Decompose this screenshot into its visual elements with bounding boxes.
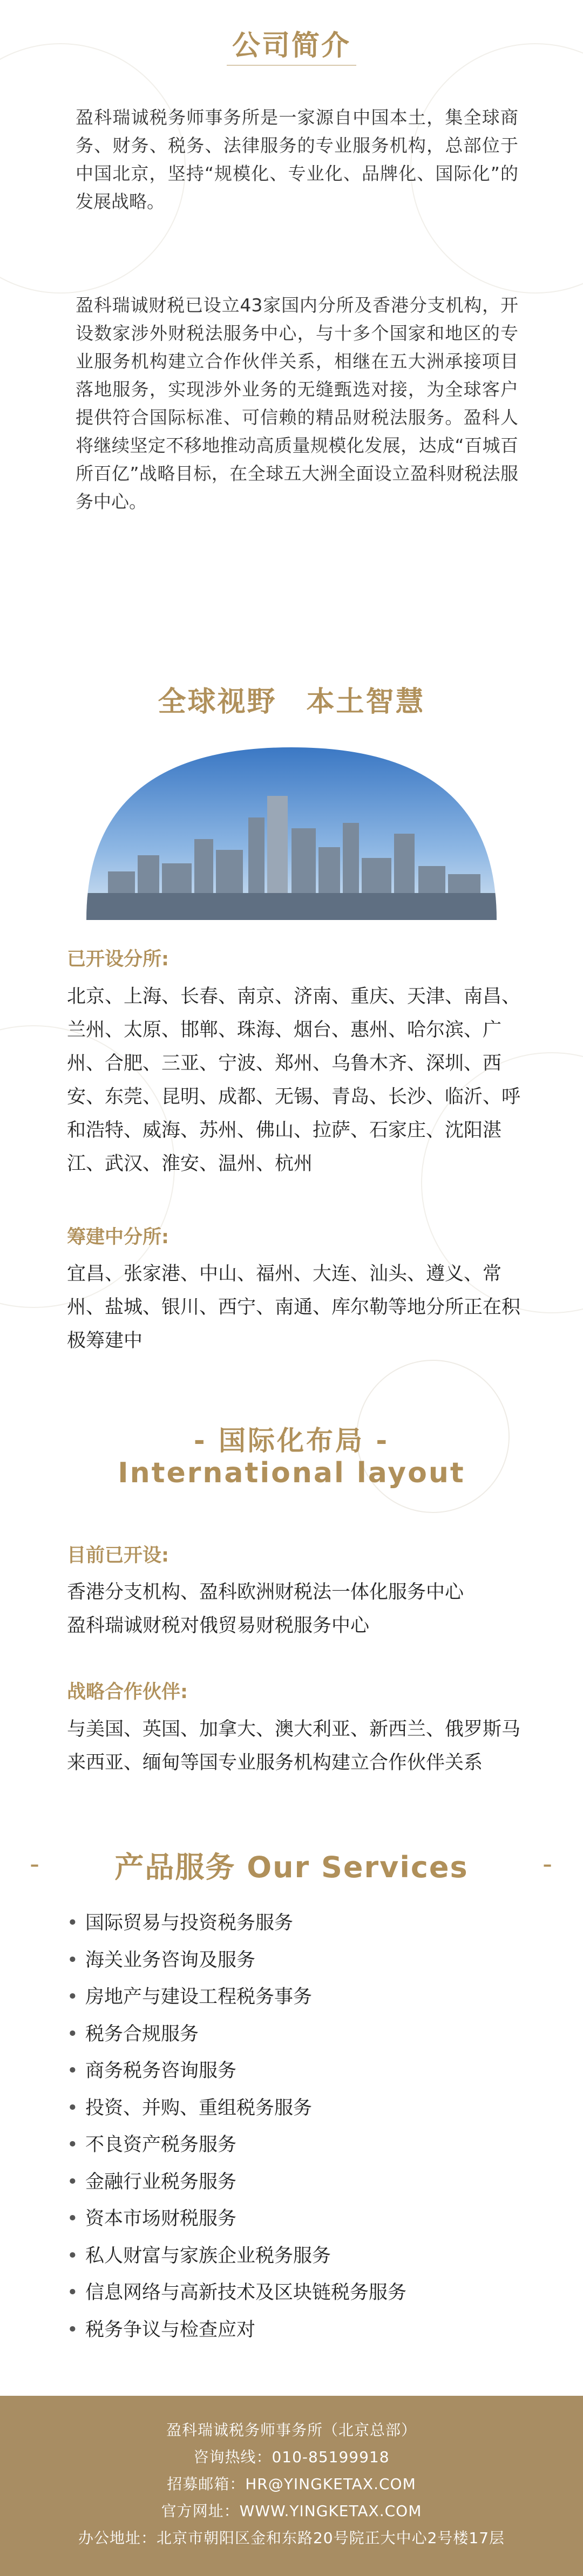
opened-branches-label: 已开设分所: [67,949,169,970]
service-item: • 国际贸易与投资税务服务 [67,1912,294,1934]
international-title-en: International layout [118,1457,465,1489]
footer-address: 办公地址：北京市朝阳区金和东路20号院正大中心2号楼17层 [78,2529,505,2547]
opened-branches-cities: 北京、上海、长春、南京、济南、重庆、天津、南昌、兰州、太原、邯郸、珠海、烟台、惠州、哈尔滨、广州、合肥、三亚、宁波、郑州、乌鲁木齐、深圳、西安、东莞、昆明、成都、无锡、青岛、长沙、临沂、呼和浩特、威海、苏州、佛山、拉萨、石家庄、沈阳湛江、武汉、淮安、温州、杭州 [67,986,521,1175]
services-title: 产品服务 Our Services [114,1850,469,1884]
vision-title: 全球视野 本土智慧 [158,686,425,718]
international-opened-label: 目前已开设: [67,1545,169,1566]
about-title-underline [227,65,356,66]
planning-branches-cities: 宜昌、张家港、中山、福州、大连、汕头、遵义、常州、盐城、银川、西宁、南通、库尔勒等地分所正在积极筹建中 [67,1263,521,1352]
service-item: • 投资、并购、重组税务服务 [67,2097,313,2119]
service-item: • 海关业务咨询及服务 [67,1949,256,1971]
footer-hotline[interactable]: 咨询热线：010-85199918 [193,2448,390,2466]
partners-label: 战略合作伙伴: [67,1681,188,1703]
service-item: • 私人财富与家族企业税务服务 [67,2245,331,2267]
international-title-cn: - 国际化布局 - [193,1425,390,1456]
international-opened-line-2: 盈科瑞诚财税对俄贸易财税服务中心 [67,1615,370,1637]
international-opened-line-1: 香港分支机构、盈科欧洲财税法一体化服务中心 [67,1582,464,1603]
about-paragraph-2: 盈科瑞诚财税已设立43家国内分所及香港分支机构，开设数家涉外财税法服务中心，与十多个国家和地区的专业服务机构建立合作伙伴关系，相继在五大洲承接项目落地服务，实现涉外业务的无缝甄选对接，为全球客户提供符合国际标准、可信赖的精品财税法服务。盈科人将继续坚定不移地推动高质量规模化发展，达成“百城百所百亿”战略目标，在全球五大洲全面设立盈科财税法服务中心。 [76,295,518,512]
services-list [67,1905,531,2348]
footer-email[interactable]: 招募邮箱：HR@YINGKETAX.COM [167,2475,416,2493]
service-item: • 资本市场财税服务 [67,2208,237,2230]
service-item: • 信息网络与高新技术及区块链税务服务 [67,2282,407,2304]
footer-company: 盈科瑞诚税务师事务所（北京总部） [166,2421,417,2439]
services-dash-right: - [543,1848,553,1879]
service-item: • 税务合规服务 [67,2023,199,2045]
about-title: 公司简介 [232,30,351,62]
service-item: • 不良资产税务服务 [67,2134,237,2156]
service-item: • 金融行业税务服务 [67,2171,237,2193]
footer [0,2396,583,2576]
service-item: • 商务税务咨询服务 [67,2060,237,2082]
planning-branches-label: 筹建中分所: [67,1226,169,1248]
partners-text: 与美国、英国、加拿大、澳大利亚、新西兰、俄罗斯马来西亚、缅甸等国专业服务机构建立合作伙伴关系 [67,1719,521,1774]
service-item: • 税务争议与检查应对 [67,2319,256,2341]
service-item: • 房地产与建设工程税务事务 [67,1986,313,2008]
city-skyline-image [86,747,497,920]
footer-website[interactable]: 官方网址：WWW.YINGKETAX.COM [161,2502,422,2520]
services-dash-left: - [30,1848,40,1879]
about-paragraph-1: 盈科瑞诚税务师事务所是一家源自中国本土，集全球商务、财务、税务、法律服务的专业服务机构，总部位于中国北京，坚持“规模化、专业化、品牌化、国际化”的发展战略。 [76,107,518,212]
